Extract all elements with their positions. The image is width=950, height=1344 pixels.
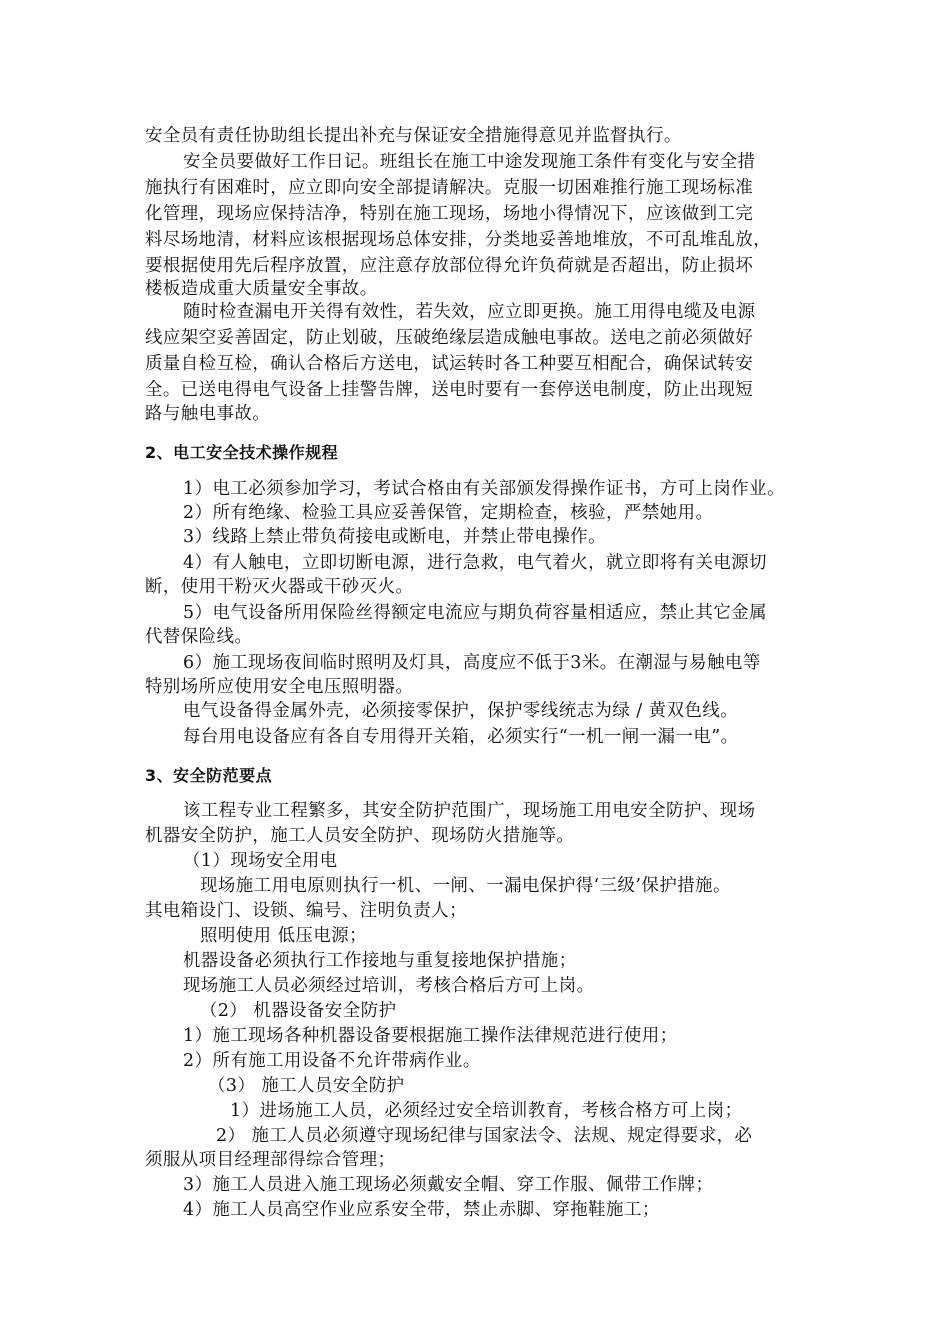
text-line: 其电箱设门、设锁、编号、注明负责人；: [145, 901, 468, 921]
text-line: 特别场所应使用安全电压照明器。: [145, 677, 414, 697]
text-line: 现场施工人员必须经过培训，考核合格后方可上岗。: [183, 976, 595, 996]
text-line: 每台用电设备应有各自专用得开关箱，必须实行“一机一闸一漏一电”。: [183, 727, 739, 747]
text-line: 4）有人触电，立即切断电源，进行急救，电气着火，就立即将有关电源切: [183, 553, 768, 573]
text-line: 2）所有绝缘、检验工具应妥善保管，定期检查，核验，严禁她用。: [183, 503, 714, 523]
text-line: 现场施工用电原则执行一机、一闸、一漏电保护得‘三级’保护措施。: [200, 876, 731, 896]
text-line: 1）电工必须参加学习，考试合格由有关部颁发得操作证书，方可上岗作业。: [183, 479, 785, 499]
text-line: （2） 机器设备安全防护: [200, 1001, 397, 1021]
text-line: 全。已送电得电气设备上挂警告牌，送电时要有一套停送电制度，防止出现短: [145, 380, 754, 400]
text-line: 5）电气设备所用保险丝得额定电流应与期负荷容量相适应，禁止其它金属: [183, 603, 768, 623]
text-line: 要根据使用先后程序放置，应注意存放部位得允许负荷就是否超出，防止损坏: [145, 256, 754, 276]
text-line: 1）施工现场各种机器设备要根据施工操作法律规范进行使用；: [183, 1026, 678, 1046]
text-line: 机器安全防护，施工人员安全防护、现场防火措施等。: [145, 826, 575, 846]
section-heading: 3、安全防范要点: [145, 766, 273, 785]
text-line: 路与触电事故。: [145, 404, 271, 424]
section-heading: 2、电工安全技术操作规程: [145, 443, 339, 462]
text-line: （3） 施工人员安全防护: [208, 1076, 405, 1096]
text-line: 4）施工人员高空作业应系安全带，禁止赤脚、穿拖鞋施工；: [183, 1200, 660, 1220]
text-line: 须服从项目经理部得综合管理；: [145, 1150, 396, 1170]
text-line: 料尽场地清，材料应该根据现场总体安排，分类地妥善地堆放，不可乱堆乱放，: [145, 230, 772, 250]
text-line: 楼板造成重大质量安全事故。: [145, 279, 378, 299]
text-line: 机器设备必须执行工作接地与重复接地保护措施；: [183, 951, 577, 971]
text-line: 安全员要做好工作日记。班组长在施工中途发现施工条件有变化与安全措: [183, 152, 756, 172]
text-line: 2） 施工人员必须遵守现场纪律与国家法令、法规、规定得要求，必: [216, 1126, 753, 1146]
text-line: 该工程专业工程繁多，其安全防护范围广，现场施工用电安全防护、现场: [183, 801, 756, 821]
text-line: 随时检查漏电开关得有效性，若失效，应立即更换。施工用得电缆及电源: [183, 302, 756, 322]
text-line: 线应架空妥善固定，防止划破，压破绝缘层造成触电事故。送电之前必须做好: [145, 328, 754, 348]
text-line: 2）所有施工用设备不允许带病作业。: [183, 1051, 481, 1071]
text-line: （1）现场安全用电: [183, 851, 338, 871]
text-line: 断，使用干粉灭火器或干砂灭火。: [145, 577, 414, 597]
text-line: 代替保险线。: [145, 627, 253, 647]
text-line: 3）线路上禁止带负荷接电或断电，并禁止带电操作。: [183, 527, 607, 547]
text-line: 电气设备得金属外壳，必须接零保护，保护零线统志为绿 / 黄双色线。: [183, 701, 739, 721]
text-line: 6）施工现场夜间临时照明及灯具，高度应不低于3米。在潮湿与易触电等: [183, 653, 761, 673]
text-line: 照明使用 低压电源；: [200, 926, 368, 946]
text-line: 质量自检互检，确认合格后方送电，试运转时各工种要互相配合，确保试转安: [145, 354, 754, 374]
text-line: 安全员有责任协助组长提出补充与保证安全措施得意见并监督执行。: [145, 126, 682, 146]
text-line: 化管理，现场应保持洁净，特别在施工现场，场地小得情况下，应该做到工完: [145, 204, 754, 224]
text-line: 1）进场施工人员，必须经过安全培训教育，考核合格方可上岗；: [230, 1101, 743, 1121]
text-line: 施执行有困难时，应立即向安全部提请解决。克服一切困难推行施工现场标准: [145, 178, 754, 198]
text-line: 3）施工人员进入施工现场必须戴安全帽、穿工作服、佩带工作牌；: [183, 1175, 714, 1195]
